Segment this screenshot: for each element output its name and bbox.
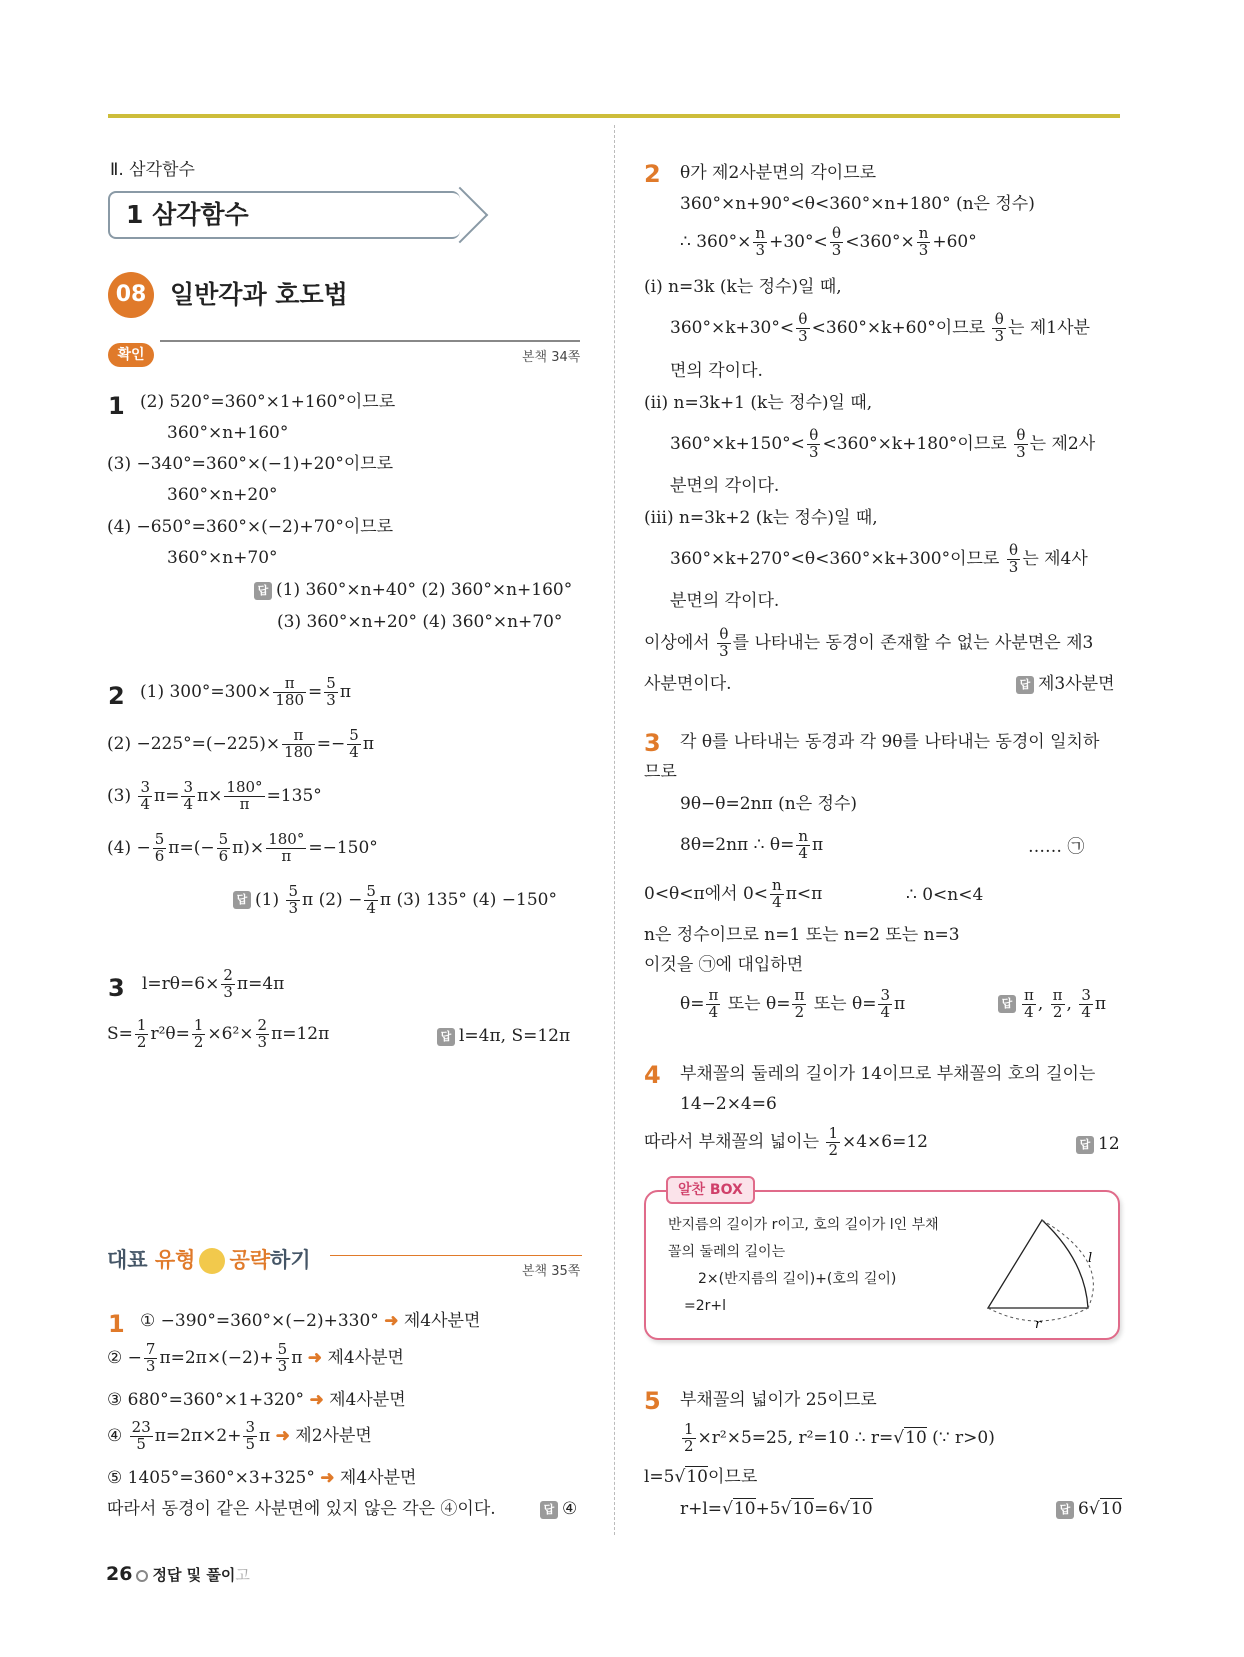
chapter-label: Ⅱ. 삼각함수 (110, 160, 195, 180)
solution-line: ⑤ 1405°=360°×3+325° ➜ 제4사분면 (107, 1468, 417, 1488)
box-text: 꼴의 둘레의 길이는 (668, 1244, 786, 1260)
solution-line: 부채꼴의 넓이가 25이므로 (680, 1390, 877, 1410)
answer-line: 답 ④ (540, 1499, 577, 1519)
question-number: 2 (644, 160, 661, 188)
solution-line: 0<θ<π에서 0< $\frac{n}{4}$ π<π (644, 876, 823, 911)
solution-line: 360°×k+270°<θ<360°×k+300°이므로 $\frac{\theta}{3}$ 는 제4사 (670, 541, 1088, 576)
solution-line: (3) $\frac{3}{4}$ π= $\frac{3}{4}$ π× $\frac{180^\circ}{\pi}$ =135° (107, 778, 322, 813)
answer-line: 답 12 (1076, 1134, 1120, 1154)
solution-line: 사분면이다. (644, 674, 732, 694)
answer-line: 답 l=4π, S=12π (437, 1026, 570, 1046)
solution-line: ③ 680°=360°×1+320° ➜ 제4사분면 (107, 1390, 406, 1410)
lightbulb-icon (199, 1248, 225, 1274)
sector-shape (988, 1220, 1088, 1308)
solution-line: θ가 제2사분면의 각이므로 (680, 163, 877, 183)
solution-line: r+l=√10+5√10=6√10 (680, 1499, 873, 1519)
solution-line: 360°×n+90°<θ<360°×n+180° (n은 정수) (680, 194, 1035, 214)
question-number: 5 (644, 1387, 661, 1415)
arc-label: l (1088, 1251, 1093, 1266)
arrow-icon: ➜ (320, 1468, 335, 1488)
answer-icon: 답 (254, 582, 272, 600)
answer-icon: 답 (1076, 1136, 1094, 1154)
solution-line: 따라서 동경이 같은 사분면에 있지 않은 각은 ④이다. (107, 1499, 496, 1519)
solution-line: n은 정수이므로 n=1 또는 n=2 또는 n=3 (644, 925, 960, 945)
answer-icon: 답 (437, 1028, 455, 1046)
box-text: =2r+l (684, 1298, 727, 1314)
question-number: 1 (108, 392, 125, 420)
chapter-title: 1 삼각함수 (126, 200, 249, 229)
solution-line: ∴ 0<n<4 (906, 885, 984, 905)
solution-line: …… ㉠ (1028, 837, 1085, 857)
answer-line: 답 (1) $\frac{5}{3}$ π (2) − $\frac{5}{4}$ π (3) 135° (4) −150° (233, 884, 557, 917)
solution-line: 면의 각이다. (670, 361, 763, 381)
answer-line: 답 (1) 360°×n+40° (2) 360°×n+160° (254, 580, 572, 600)
solution-line: l=5√10이므로 (644, 1467, 758, 1487)
arrow-icon: ➜ (275, 1425, 290, 1446)
circle-icon (136, 1570, 148, 1582)
solution-line: ④ $\frac{23}{5}$ π=2π×2+ $\frac{3}{5}$ π ➜ 제2사분면 (107, 1418, 372, 1453)
sector-diagram (980, 1210, 1110, 1330)
solution-line: 14−2×4=6 (680, 1094, 777, 1114)
solution-line: S= $\frac{1}{2}$ r²θ= $\frac{1}{2}$ ×6²× $\frac{2}{3}$ π=12π (107, 1016, 330, 1051)
arrow-icon: ➜ (307, 1347, 323, 1368)
box-text: 반지름의 길이가 r이고, 호의 길이가 l인 부채 (668, 1217, 939, 1233)
arc-guide (1042, 1220, 1093, 1308)
confirm-badge: 확인 (108, 343, 154, 367)
question-number: 4 (644, 1061, 661, 1089)
solution-line: $\frac{1}{2}$ ×r²×5=25, r²=10 ∴ r=√10 (∵ r>0) (684, 1420, 995, 1455)
question-number: 1 (108, 1310, 125, 1338)
answer-line: 답 6√10 (1056, 1499, 1122, 1519)
top-rule (108, 114, 1120, 118)
solution-line: (2) −225°=(−225)× $\frac{\pi}{180}$ =− $\frac{5}{4}$ π (107, 726, 374, 761)
solution-line: 부채꼴의 둘레의 길이가 14이므로 부채꼴의 호의 길이는 (680, 1064, 1096, 1084)
solution-line: 9θ−θ=2nπ (n은 정수) (680, 794, 857, 814)
solution-line: 이상에서 $\frac{\theta}{3}$ 를 나타내는 동경이 존재할 수 없는 사분면은 제3 (644, 625, 1094, 660)
solution-line: 따라서 부채꼴의 넓이는 $\frac{1}{2}$ ×4×6=12 (644, 1124, 928, 1159)
solution-line: 므로 (644, 762, 677, 782)
solution-line: 분면의 각이다. (670, 591, 780, 611)
typical-title: 대표 유형 공략하기 (107, 1248, 311, 1272)
question-number: 2 (108, 682, 125, 710)
box-text: 2×(반지름의 길이)+(호의 길이) (698, 1271, 897, 1287)
answer-icon: 답 (540, 1501, 558, 1519)
solution-line: (ⅲ) n=3k+2 (k는 정수)일 때, (644, 508, 878, 528)
question-number: 3 (108, 974, 125, 1002)
solution-line: 분면의 각이다. (670, 476, 780, 496)
solution-line: (ⅱ) n=3k+1 (k는 정수)일 때, (644, 393, 873, 413)
solution-line: (3) −340°=360°×(−1)+20°이므로 (107, 454, 394, 474)
confirm-rule (160, 340, 580, 342)
solution-line: 360°×n+160° (167, 423, 289, 443)
typical-ref: 본책 35쪽 (522, 1264, 581, 1279)
solution-line: (4) − $\frac{5}{6}$ π=(− $\frac{5}{6}$ π)× $\frac{180^\circ}{\pi}$ =−150° (107, 830, 378, 865)
solution-line: ∴ 360°× $\frac{n}{3}$ +30°< $\frac{\theta}{3}$ <360°× $\frac{n}{3}$ +60° (680, 224, 977, 259)
arrow-icon: ➜ (384, 1311, 399, 1331)
solution-line: θ= $\frac{\pi}{4}$ 또는 θ= $\frac{\pi}{2}$ 또는 θ= $\frac{3}{4}$ π (680, 986, 906, 1021)
solution-line: (1) 300°=300× $\frac{\pi}{180}$ = $\frac{5}{3}$ π (140, 674, 351, 709)
section-title: 일반각과 호도법 (170, 280, 348, 309)
section-number: 08 (108, 272, 154, 318)
solution-line: 360°×n+20° (167, 485, 278, 505)
solution-line: (ⅰ) n=3k (k는 정수)일 때, (644, 277, 842, 297)
solution-line: ① −390°=360°×(−2)+330° ➜ 제4사분면 (140, 1311, 481, 1331)
solution-line: 각 θ를 나타내는 동경과 각 9θ를 나타내는 동경이 일치하 (680, 732, 1100, 752)
solution-line: 360°×k+30°< $\frac{\theta}{3}$ <360°×k+60°이므로 $\frac{\theta}{3}$ 는 제1사분 (670, 310, 1090, 345)
arrow-icon: ➜ (309, 1390, 324, 1410)
confirm-ref: 본책 34쪽 (522, 350, 581, 365)
answer-line: 답 제3사분면 (1016, 674, 1115, 694)
column-divider (614, 125, 615, 1535)
solution-line: (4) −650°=360°×(−2)+70°이므로 (107, 517, 394, 537)
page-footer: 26 정답 및 풀이고 (106, 1563, 250, 1585)
tip-box-tag: 알찬 BOX (666, 1176, 755, 1204)
solution-line: 8θ=2nπ ∴ θ= $\frac{n}{4}$ π (680, 827, 824, 862)
solution-line: (2) 520°=360°×1+160°이므로 (140, 392, 396, 412)
answer-icon: 답 (998, 995, 1016, 1013)
answer-icon: 답 (233, 891, 251, 909)
solution-line: ② − $\frac{7}{3}$ π=2π×(−2)+ $\frac{5}{3}$ π ➜ 제4사분면 (107, 1340, 404, 1375)
solution-line: l=rθ=6× $\frac{2}{3}$ π=4π (142, 966, 285, 1001)
radius-label: r (1035, 1317, 1042, 1330)
answer-icon: 답 (1016, 676, 1034, 694)
solution-line: 360°×n+70° (167, 548, 278, 568)
page-number: 26 (106, 1563, 133, 1585)
solution-line: 이것을 ㉠에 대입하면 (644, 955, 804, 975)
answer-line: 답 $\frac{\pi}{4}$ , $\frac{\pi}{2}$ , $\frac{3}{4}$ π (998, 988, 1106, 1021)
question-number: 3 (644, 729, 661, 757)
solution-line: 360°×k+150°< $\frac{\theta}{3}$ <360°×k+180°이므로 $\frac{\theta}{3}$ 는 제2사 (670, 426, 1096, 461)
typical-rule (330, 1255, 582, 1256)
answer-line: (3) 360°×n+20° (4) 360°×n+70° (277, 612, 563, 632)
answer-icon: 답 (1056, 1501, 1074, 1519)
